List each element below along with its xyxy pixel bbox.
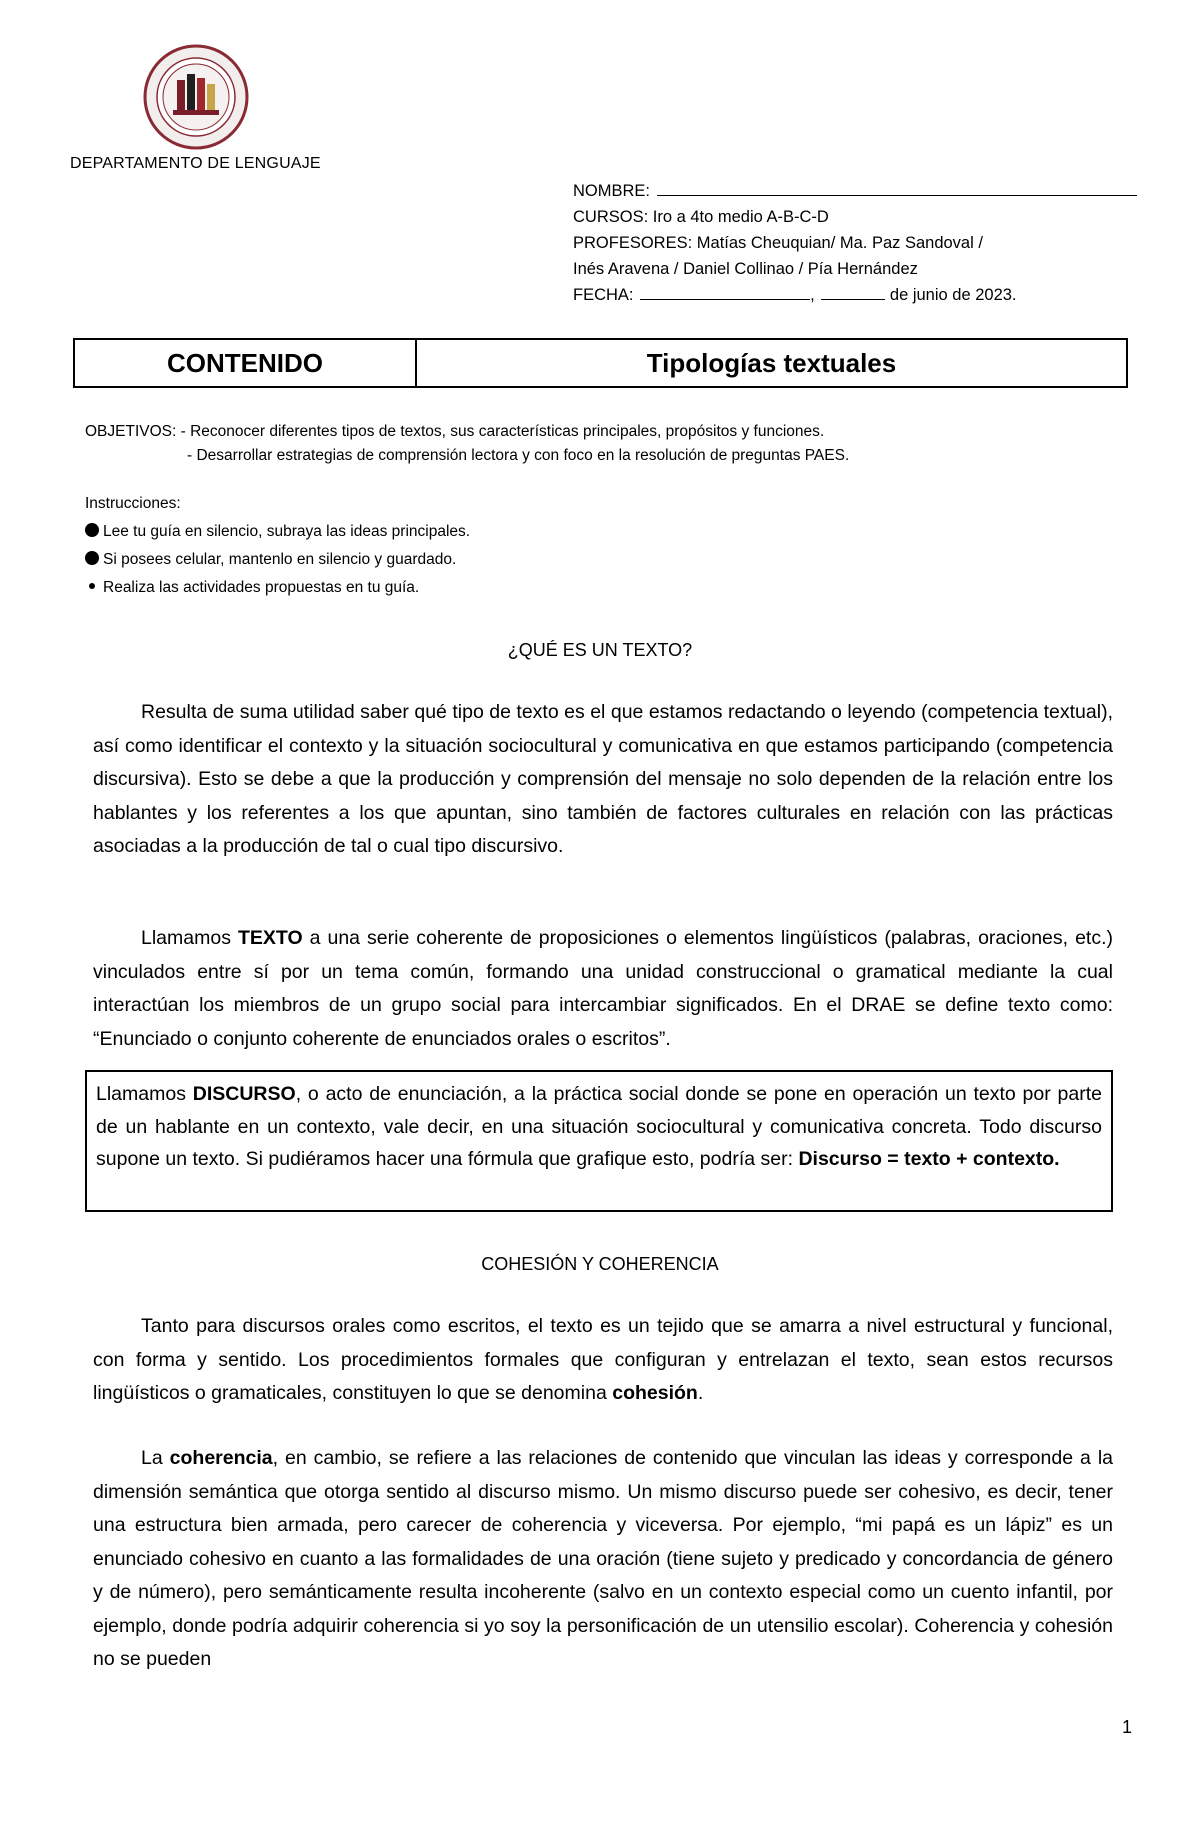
paragraph-intro: Resulta de suma utilidad saber qué tipo de texto es el que estamos redactando o leyendo (competencia textual), así como identificar el contexto y la situación sociocultural y comunicativa en que estamos participando (competencia discursiva). Esto se debe a que la producción y comprensión del mensaje no solo dependen de la relación entre los hablantes y los referentes a los que apuntan, sino también de factores culturales en relación con las prácticas asociadas a la producción de tal o cual tipo discursivo. [93,701,1113,857]
fecha-label: FECHA: [573,286,634,304]
content-label: CONTENIDO [75,340,417,386]
fecha-number-field[interactable] [821,282,885,300]
term-coherencia: coherencia [169,1447,273,1469]
fecha-row [573,282,1017,308]
objective-1: - Reconocer diferentes tipos de textos, sus características principales, propósitos y funciones. [180,423,825,440]
objectives-line1 [85,420,824,444]
discurso-formula: Discurso = texto + contexto. [798,1148,1060,1170]
profesores-line2: Inés Aravena / Daniel Collinao / Pía Hernández [573,260,918,278]
objectives-label: OBJETIVOS: [85,423,177,440]
nombre-row [573,178,1137,204]
content-table [73,338,1128,388]
paragraph-cohesion: Tanto para discursos orales como escritos, el texto es un tejido que se amarra a nivel estructural y funcional, con forma y sentido. Los procedimientos formales que configuran y entrelazan el texto, sean estos recursos lingüísticos o gramaticales, constituyen lo que se denomina cohesión. [93,1315,1113,1404]
term-discurso: DISCURSO [192,1083,296,1105]
term-texto: TEXTO [237,927,303,949]
instruction-item: Lee tu guía en silencio, subraya las ideas principales. [85,520,470,544]
section-title-que-es-un-texto: ¿QUÉ ES UN TEXTO? [507,640,693,660]
instruction-item: Realiza las actividades propuestas en tu guía. [85,576,419,600]
fecha-comma: , [810,286,815,304]
fecha-day-field[interactable] [640,282,810,300]
discurso-definition-box: Llamamos DISCURSO, o acto de enunciación, a la práctica social donde se pone en operación un texto por parte de un hablante en un contexto, vale decir, en una situación sociocultural y comunicativa concreta. Todo discurso supone un texto. Si pudiéramos hacer una fórmula que grafique esto, podría ser: Discurso = texto + contexto. [85,1070,1113,1212]
section-title-cohesion-coherencia: COHESIÓN Y COHERENCIA [481,1254,719,1274]
fecha-suffix: de junio de 2023. [889,286,1017,304]
bullet-icon [85,551,99,565]
bullet-icon [85,523,99,537]
page-number: 1 [1122,1717,1133,1737]
instructions-label: Instrucciones: [85,495,181,512]
objective-2: - Desarrollar estrategias de comprensión lectora y con foco en la resolución de preguntas PAES. [187,447,850,464]
department-name: DEPARTAMENTO DE LENGUAJE [70,155,321,172]
cursos-text: CURSOS: Iro a 4to medio A-B-C-D [573,208,829,226]
instruction-item: Si posees celular, mantenlo en silencio y guardado. [85,548,456,572]
school-logo [143,44,249,150]
nombre-field[interactable] [657,178,1137,196]
paragraph-texto: Llamamos TEXTO a una serie coherente de proposiciones o elementos lingüísticos (palabras, oraciones, etc.) vinculados entre sí por un tema común, formando una unidad construccional o gramatical mediante la cual interactúan los miembros de un grupo social para intercambiar significados. En el DRAE se define texto como: “Enunciado o conjunto coherente de enunciados orales o escritos”. [93,927,1113,1050]
paragraph-coherencia: La coherencia, en cambio, se refiere a las relaciones de contenido que vinculan las ideas y corresponde a la dimensión semántica que otorga sentido al discurso mismo. Un mismo discurso puede ser cohesivo, es decir, tener una estructura bien armada, pero carecer de coherencia y viceversa. Por ejemplo, “mi papá es un lápiz” es un enunciado cohesivo en cuanto a las formalidades de una oración (tiene sujeto y predicado y concordancia de género y de número), pero semánticamente resulta incoherente (salvo en un contexto especial como un cuento infantil, por ejemplo, donde podría adquirir coherencia si yo soy la personificación de un utensilio escolar). Coherencia y cohesión no se pueden [93,1447,1113,1670]
profesores-line1: PROFESORES: Matías Cheuquian/ Ma. Paz Sandoval / [573,234,983,252]
nombre-label: NOMBRE: [573,182,651,200]
term-cohesion: cohesión [612,1382,698,1404]
content-value: Tipologías textuales [646,347,897,378]
bullet-icon [89,583,95,589]
